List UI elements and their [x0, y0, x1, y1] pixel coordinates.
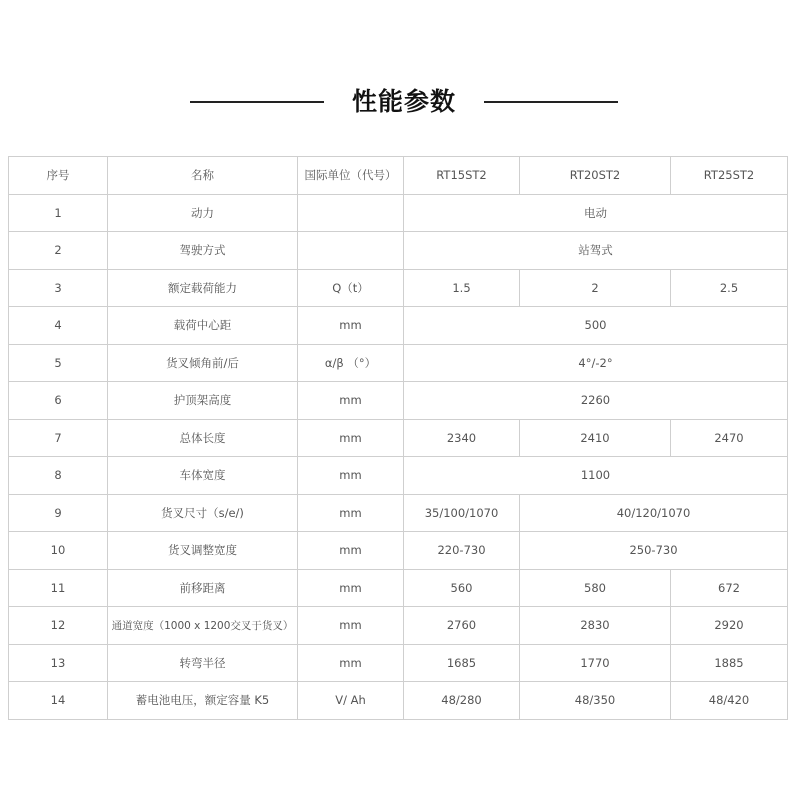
row-value-rt20st2: 48/350 [520, 682, 671, 720]
row-value-rt25st2: 2920 [671, 607, 788, 645]
row-name: 动力 [108, 194, 298, 232]
row-unit: mm [298, 307, 404, 345]
row-name: 额定载荷能力 [108, 269, 298, 307]
row-value-rt25st2: 2.5 [671, 269, 788, 307]
row-no: 6 [9, 382, 108, 420]
row-no: 2 [9, 232, 108, 270]
row-value-rt15st2: 2340 [404, 419, 520, 457]
header-name: 名称 [108, 157, 298, 195]
row-value-rt20st2: 580 [520, 569, 671, 607]
row-value-rt25st2: 1885 [671, 644, 788, 682]
row-value-all: 500 [404, 307, 788, 345]
row-value-rt15st2: 35/100/1070 [404, 494, 520, 532]
row-no: 3 [9, 269, 108, 307]
header-no: 序号 [9, 157, 108, 195]
row-value-rt15st2: 1.5 [404, 269, 520, 307]
row-no: 9 [9, 494, 108, 532]
row-no: 10 [9, 532, 108, 570]
table-row [9, 194, 788, 232]
row-no: 1 [9, 194, 108, 232]
page-title: 性能参数 [351, 87, 456, 116]
table-row [9, 307, 788, 345]
row-name: 车体宽度 [108, 457, 298, 495]
table-row [9, 494, 788, 532]
row-no: 7 [9, 419, 108, 457]
table-row [9, 607, 788, 645]
row-no: 5 [9, 344, 108, 382]
row-name: 护顶架高度 [108, 382, 298, 420]
section-title-bar [0, 82, 800, 122]
row-value-all: 4°/-2° [404, 344, 788, 382]
row-unit: Q（t） [298, 269, 404, 307]
row-name: 通道宽度（1000 x 1200交叉于货叉） [108, 607, 298, 645]
row-value-all: 2260 [404, 382, 788, 420]
row-value-rt15st2: 1685 [404, 644, 520, 682]
row-unit: V/ Ah [298, 682, 404, 720]
row-no: 12 [9, 607, 108, 645]
row-value-rt15st2: 2760 [404, 607, 520, 645]
table-row [9, 419, 788, 457]
row-name: 蓄电池电压，额定容量 K5 [108, 682, 298, 720]
row-name: 驾驶方式 [108, 232, 298, 270]
spec-table [8, 156, 788, 720]
row-value-rt25st2: 2470 [671, 419, 788, 457]
header-rt15st2: RT15ST2 [404, 157, 520, 195]
row-name: 总体长度 [108, 419, 298, 457]
row-no: 4 [9, 307, 108, 345]
table-row [9, 457, 788, 495]
row-unit: mm [298, 607, 404, 645]
row-value-all: 电动 [404, 194, 788, 232]
row-name: 转弯半径 [108, 644, 298, 682]
row-value-rt20st2: 2830 [520, 607, 671, 645]
table-header-row [9, 157, 788, 195]
row-name: 前移距离 [108, 569, 298, 607]
row-name: 货叉倾角前/后 [108, 344, 298, 382]
row-no: 13 [9, 644, 108, 682]
table-row [9, 644, 788, 682]
row-name: 载荷中心距 [108, 307, 298, 345]
title-divider-left [190, 101, 324, 103]
row-unit: mm [298, 457, 404, 495]
header-rt20st2: RT20ST2 [520, 157, 671, 195]
row-unit: mm [298, 382, 404, 420]
row-unit: mm [298, 419, 404, 457]
table-row [9, 232, 788, 270]
row-no: 8 [9, 457, 108, 495]
row-value-rt25st2: 48/420 [671, 682, 788, 720]
row-value-rt20st2: 2 [520, 269, 671, 307]
row-value-rt20-rt25: 250-730 [520, 532, 788, 570]
row-unit [298, 194, 404, 232]
header-unit: 国际单位（代号） [298, 157, 404, 195]
row-value-rt15st2: 220-730 [404, 532, 520, 570]
row-value-rt25st2: 672 [671, 569, 788, 607]
row-value-all: 站驾式 [404, 232, 788, 270]
title-divider-right [484, 101, 618, 103]
row-name: 货叉尺寸（s/e/) [108, 494, 298, 532]
row-unit: mm [298, 569, 404, 607]
row-no: 11 [9, 569, 108, 607]
row-value-rt20st2: 1770 [520, 644, 671, 682]
table-row [9, 569, 788, 607]
row-value-rt20st2: 2410 [520, 419, 671, 457]
table-row [9, 682, 788, 720]
row-unit [298, 232, 404, 270]
table-row [9, 532, 788, 570]
row-unit: mm [298, 532, 404, 570]
row-name: 货叉调整宽度 [108, 532, 298, 570]
row-value-rt15st2: 560 [404, 569, 520, 607]
row-unit: mm [298, 494, 404, 532]
row-unit: α/β （°） [298, 344, 404, 382]
table-row [9, 382, 788, 420]
row-value-all: 1100 [404, 457, 788, 495]
row-unit: mm [298, 644, 404, 682]
header-rt25st2: RT25ST2 [671, 157, 788, 195]
table-row [9, 344, 788, 382]
row-value-rt20-rt25: 40/120/1070 [520, 494, 788, 532]
row-value-rt15st2: 48/280 [404, 682, 520, 720]
row-no: 14 [9, 682, 108, 720]
table-row [9, 269, 788, 307]
